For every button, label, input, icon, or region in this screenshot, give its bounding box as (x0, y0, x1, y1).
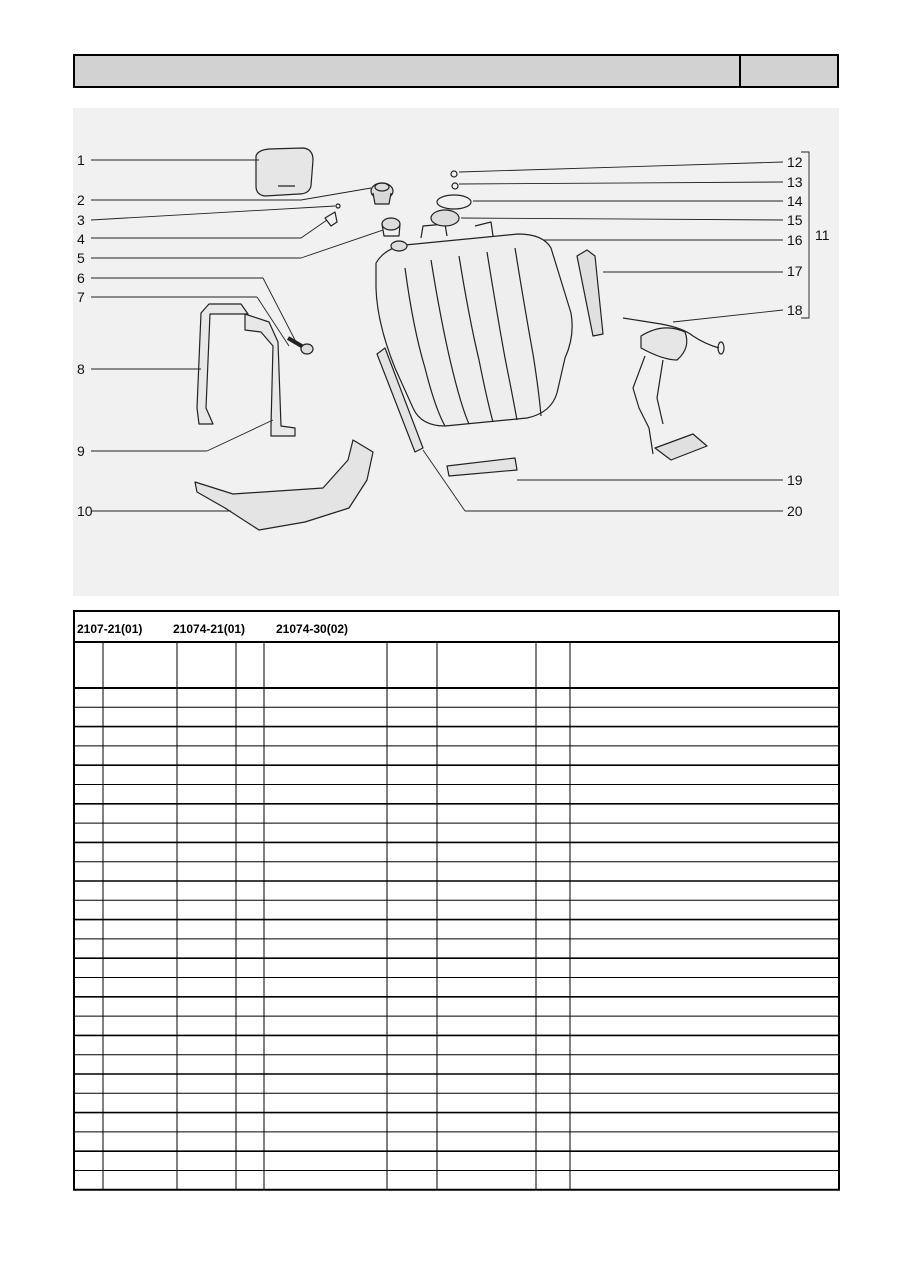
parts-table-grid (73, 643, 840, 1204)
part-19-strip (447, 458, 517, 476)
callout-18: 18 (787, 302, 803, 318)
part-9-strap (245, 314, 295, 436)
callout-labels-left (77, 152, 93, 519)
part-8-strap (197, 304, 248, 424)
callout-15: 15 (787, 212, 803, 228)
fuel-tank-diagram-svg (73, 108, 839, 596)
part-3-ring (336, 204, 340, 208)
callout-20: 20 (787, 503, 803, 519)
parts-table (73, 610, 840, 643)
callout-4: 4 (77, 231, 85, 247)
model-label-1: 2107-21(01) (77, 622, 143, 636)
callout-2: 2 (77, 192, 85, 208)
callout-19: 19 (787, 472, 803, 488)
callout-5: 5 (77, 250, 85, 266)
fuel-tank-body (376, 222, 572, 426)
part-15-ring (431, 210, 459, 226)
callout-12: 12 (787, 154, 803, 170)
callout-1: 1 (77, 152, 85, 168)
part-12-nut (451, 171, 457, 177)
model-label-3: 21074-30(02) (276, 622, 349, 636)
table-model-header (73, 610, 840, 643)
callout-13: 13 (787, 174, 803, 190)
part-18-level-sender (623, 318, 724, 460)
callout-10: 10 (77, 503, 93, 519)
callout-8: 8 (77, 361, 85, 377)
callout-9: 9 (77, 443, 85, 459)
part-17-strip (577, 250, 603, 336)
part-14-gasket (437, 195, 471, 209)
title-divider (739, 56, 741, 86)
callout-14: 14 (787, 193, 803, 209)
callout-labels-right (787, 154, 830, 519)
callout-6: 6 (77, 270, 85, 286)
part-2-filler-cap (371, 183, 393, 204)
callout-17: 17 (787, 263, 803, 279)
part-10-shield (195, 440, 373, 530)
part-13-washer (452, 183, 458, 189)
part-4-clip (325, 212, 337, 226)
callout-11: 11 (815, 227, 830, 243)
callout-16: 16 (787, 232, 803, 248)
part-6-bolt (288, 338, 313, 354)
part-1-cover (256, 148, 313, 196)
part-5-neck (382, 218, 400, 236)
model-label-2: 21074-21(01) (173, 622, 246, 636)
page-title-bar (73, 54, 839, 88)
callout-7: 7 (77, 289, 85, 305)
callout-3: 3 (77, 212, 85, 228)
exploded-diagram (73, 108, 839, 596)
